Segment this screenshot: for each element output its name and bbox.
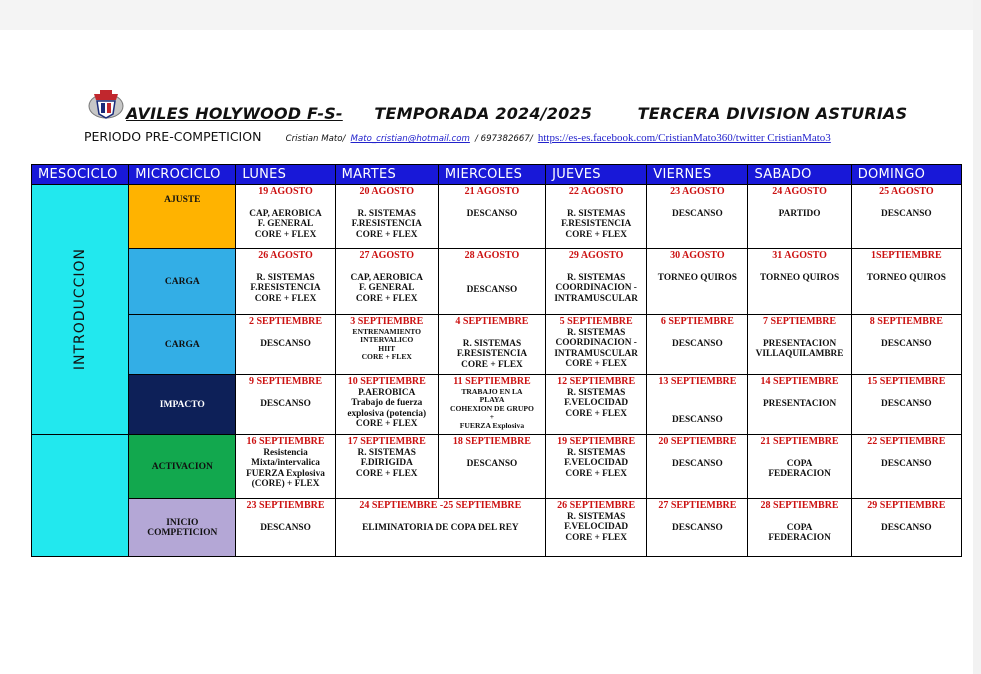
day-date: 26 SEPTIEMBRE: [557, 500, 636, 511]
day-date: 31 AGOSTO: [772, 250, 827, 261]
day-date: 21 SEPTIEMBRE: [760, 436, 839, 447]
day-activities: [647, 523, 747, 534]
table-row: [32, 315, 962, 375]
activity-line: CORE + FLEX: [565, 229, 627, 240]
table-row: [32, 375, 962, 435]
day-activities: [236, 399, 334, 410]
day-activities: [546, 273, 646, 305]
day-activities: [748, 273, 850, 284]
day-activities: [748, 339, 850, 360]
page-edge: [973, 0, 981, 674]
day-cell: [236, 249, 335, 315]
activity-line: R. SISTEMAS: [256, 272, 315, 283]
activity-line: DESCANSO: [672, 208, 723, 219]
email-link[interactable]: Mato_cristian@hotmail.com: [350, 134, 470, 144]
day-activities: [336, 523, 545, 534]
activity-line: CORE + FLEX: [565, 359, 627, 370]
day-date: 24 SEPTIEMBRE -25 SEPTIEMBRE: [359, 500, 522, 511]
day-date: 29 AGOSTO: [568, 250, 624, 261]
activity-line: DESCANSO: [881, 458, 932, 469]
day-activities: [647, 209, 747, 220]
day-date: 26 AGOSTO: [258, 250, 313, 261]
activity-line: DESCANSO: [672, 338, 723, 349]
social-links[interactable]: https://es-es.facebook.com/CristianMato360/twitter CristianMato3: [537, 132, 831, 144]
day-date: 21 AGOSTO: [464, 186, 520, 197]
day-cell: [647, 435, 748, 499]
day-activities: [439, 388, 545, 431]
division: TERCERA DIVISION ASTURIAS: [637, 104, 908, 123]
day-cell: [438, 315, 545, 375]
day-activities: [852, 209, 961, 220]
activity-line: INTRAMUSCULAR: [554, 293, 638, 304]
day-cell: [335, 315, 438, 375]
activity-line: F.VELOCIDAD: [564, 458, 629, 469]
day-date: 7 SEPTIEMBRE: [763, 316, 837, 327]
day-activities: [748, 399, 850, 410]
activity-line: FEDERACION: [768, 469, 831, 480]
microciclo-label: CARGA: [164, 276, 200, 287]
day-date: 28 AGOSTO: [464, 250, 520, 261]
header-row: [32, 165, 962, 185]
activity-line: F. GENERAL: [257, 219, 314, 230]
subtitle-line: [84, 126, 831, 145]
microciclo-cell: [129, 315, 236, 375]
microciclo-cell: [129, 249, 236, 315]
day-cell: [851, 185, 961, 249]
activity-line: ENTRENAMIENTO: [352, 326, 422, 336]
microciclo-label: COMPETICION: [147, 527, 218, 538]
day-date: 3 SEPTIEMBRE: [350, 316, 424, 327]
activity-line: DESCANSO: [260, 522, 311, 533]
day-date: 9 SEPTIEMBRE: [248, 376, 323, 387]
day-date: 10 SEPTIEMBRE: [347, 376, 426, 387]
day-activities: [439, 459, 545, 470]
activity-line: DESCANSO: [672, 522, 723, 533]
activity-line: R. SISTEMAS: [566, 447, 626, 458]
mesociclo-cell: [32, 185, 129, 435]
phone: / 697382667/: [475, 134, 533, 144]
activity-line: COHEXION DE GRUPO: [449, 403, 534, 413]
column-header-viernes: VIERNES: [647, 165, 748, 185]
day-activities: [236, 448, 334, 490]
activity-line: COORDINACION -: [555, 338, 637, 349]
activity-line: VILLAQUILAMBRE: [755, 349, 844, 360]
activity-line: CAP, AEROBICA: [350, 272, 423, 283]
day-date: 24 AGOSTO: [772, 186, 827, 197]
table-row: [32, 499, 962, 557]
day-cell: [647, 375, 748, 435]
column-header-miercoles: MIERCOLES: [438, 165, 545, 185]
day-cell: [546, 499, 647, 557]
activity-line: HIIT: [378, 343, 396, 353]
day-date: 17 SEPTIEMBRE: [347, 436, 426, 447]
activity-line: DESCANSO: [881, 208, 932, 219]
activity-line: DESCANSO: [260, 398, 311, 409]
day-cell: [546, 375, 647, 435]
activity-line: CORE + FLEX: [254, 229, 317, 240]
activity-line: DESCANSO: [466, 458, 518, 469]
day-activities: [336, 209, 438, 241]
day-activities: [647, 459, 747, 470]
microciclo-label: AJUSTE: [164, 194, 201, 205]
activity-line: F.VELOCIDAD: [564, 522, 629, 533]
day-cell: [647, 315, 748, 375]
table-row: [32, 249, 962, 315]
activity-line: COPA: [786, 522, 813, 533]
activity-line: DESCANSO: [881, 338, 932, 349]
day-date: 11 SEPTIEMBRE: [453, 376, 531, 387]
day-date: 1SEPTIEMBRE: [871, 250, 942, 261]
activity-line: TRABAJO EN LA: [461, 386, 523, 396]
day-date: 19 AGOSTO: [258, 186, 313, 197]
activity-line: CORE + FLEX: [355, 419, 418, 430]
microciclo-label: CARGA: [164, 339, 200, 350]
column-header-microciclo: MICROCICLO: [129, 165, 236, 185]
period-label: PERIODO PRE-COMPETICION: [84, 129, 262, 144]
day-date: 29 SEPTIEMBRE: [867, 500, 946, 511]
activity-line: COPA: [786, 458, 813, 469]
day-cell: [851, 499, 961, 557]
activity-line: R. SISTEMAS: [462, 338, 522, 349]
day-cell: [851, 315, 961, 375]
day-cell: [335, 435, 438, 499]
day-cell: [438, 435, 545, 499]
activity-line: DESCANSO: [466, 208, 518, 219]
day-activities: [748, 459, 850, 480]
microciclo-cell: [129, 435, 236, 499]
mesociclo-label: INTRODUCCION: [72, 248, 89, 371]
day-activities: [546, 448, 646, 480]
day-activities: [439, 339, 545, 371]
microciclo-cell: [129, 375, 236, 435]
day-date: 15 SEPTIEMBRE: [867, 376, 946, 387]
activity-line: ELIMINATORIA DE COPA DEL REY: [362, 522, 519, 533]
day-activities: [852, 523, 961, 534]
activity-line: DESCANSO: [672, 458, 723, 469]
day-cell: [647, 185, 748, 249]
activity-line: R. SISTEMAS: [566, 511, 626, 522]
day-activities: [546, 388, 646, 420]
microciclo-label: INICIO: [166, 517, 199, 528]
day-date: 23 SEPTIEMBRE: [246, 500, 325, 511]
day-activities: [546, 328, 646, 370]
activity-line: INTERVALICO: [360, 335, 414, 345]
activity-line: CORE + FLEX: [565, 468, 627, 479]
activity-line: DESCANSO: [672, 414, 723, 425]
day-cell: [546, 435, 647, 499]
activity-line: R. SISTEMAS: [566, 387, 626, 398]
day-date: 27 AGOSTO: [359, 250, 415, 261]
day-cell: [851, 375, 961, 435]
day-cell: [236, 375, 335, 435]
day-cell: [438, 375, 545, 435]
day-activities: [439, 285, 545, 296]
activity-line: DESCANSO: [881, 398, 932, 409]
microciclo-cell: [129, 185, 236, 249]
day-date: 18 SEPTIEMBRE: [452, 436, 531, 447]
day-date: 4 SEPTIEMBRE: [455, 316, 529, 327]
day-date: 14 SEPTIEMBRE: [760, 376, 839, 387]
activity-line: R. SISTEMAS: [566, 327, 626, 338]
activity-line: CORE + FLEX: [254, 293, 317, 304]
activity-line: R. SISTEMAS: [566, 272, 626, 283]
activity-line: F.DIRIGIDA: [360, 458, 413, 469]
activity-line: explosiva (potencia): [347, 408, 427, 419]
day-date: 27 SEPTIEMBRE: [658, 500, 737, 511]
table-row: [32, 435, 962, 499]
day-date: 12 SEPTIEMBRE: [557, 376, 636, 387]
day-activities: [236, 339, 334, 350]
day-date: 28 SEPTIEMBRE: [760, 500, 839, 511]
day-activities: [336, 448, 438, 480]
day-activities: [647, 339, 747, 350]
activity-line: CORE + FLEX: [461, 359, 523, 370]
day-cell: [236, 315, 335, 375]
activity-line: TORNEO QUIROS: [657, 272, 737, 283]
author: Cristian Mato/: [285, 134, 346, 144]
microciclo-cell: [129, 499, 236, 557]
activity-line: R. SISTEMAS: [357, 447, 416, 458]
day-cell: [748, 315, 851, 375]
activity-line: PARTIDO: [778, 208, 821, 219]
day-cell: [335, 375, 438, 435]
document-title: [126, 104, 907, 123]
activity-line: DESCANSO: [466, 284, 518, 295]
activity-line: CORE + FLEX: [355, 229, 418, 240]
activity-line: R. SISTEMAS: [566, 208, 626, 219]
day-cell: [748, 435, 851, 499]
day-activities: [236, 273, 334, 305]
day-date: 23 AGOSTO: [670, 186, 725, 197]
table-row: [32, 185, 962, 249]
column-header-mesociclo: MESOCICLO: [32, 165, 129, 185]
activity-line: Trabajo de fuerza: [351, 398, 423, 409]
day-cell: [748, 185, 851, 249]
day-date: 13 SEPTIEMBRE: [658, 376, 737, 387]
day-date: 19 SEPTIEMBRE: [557, 436, 636, 447]
day-date: 30 AGOSTO: [670, 250, 725, 261]
activity-line: +: [489, 412, 495, 422]
column-header-sabado: SABADO: [748, 165, 851, 185]
day-activities: [439, 209, 545, 220]
activity-line: Mixta/intervalica: [251, 458, 320, 469]
day-activities: [748, 523, 850, 544]
day-cell: [647, 249, 748, 315]
activity-line: DESCANSO: [881, 522, 932, 533]
day-cell: [335, 249, 438, 315]
activity-line: CORE + FLEX: [565, 408, 627, 419]
season: TEMPORADA 2024/2025: [374, 104, 593, 123]
day-cell: [546, 185, 647, 249]
day-date: 2 SEPTIEMBRE: [248, 316, 323, 327]
day-date: 5 SEPTIEMBRE: [559, 316, 633, 327]
day-activities: [852, 273, 961, 284]
microciclo-label: ACTIVACION: [151, 461, 213, 472]
day-activities: [852, 399, 961, 410]
activity-line: F. GENERAL: [359, 283, 415, 294]
activity-line: FEDERACION: [768, 533, 831, 544]
day-date: 20 SEPTIEMBRE: [658, 436, 737, 447]
day-cell: [335, 499, 545, 557]
activity-line: F.RESISTENCIA: [456, 349, 528, 360]
day-cell: [236, 499, 335, 557]
column-header-jueves: JUEVES: [546, 165, 647, 185]
top-band: [0, 0, 981, 30]
day-date: 16 SEPTIEMBRE: [246, 436, 325, 447]
day-date: 20 AGOSTO: [359, 186, 415, 197]
day-date: 22 AGOSTO: [568, 186, 624, 197]
activity-line: TORNEO QUIROS: [760, 272, 840, 283]
day-activities: [852, 339, 961, 350]
activity-line: CORE + FLEX: [355, 293, 418, 304]
club-name: AVILES HOLYWOOD F-S-: [126, 104, 343, 123]
activity-line: CORE + FLEX: [361, 352, 412, 362]
activity-line: PRESENTACION: [762, 398, 837, 409]
day-date: 22 SEPTIEMBRE: [867, 436, 946, 447]
mesociclo-cell: [32, 435, 129, 557]
activity-line: F.RESISTENCIA: [351, 219, 422, 230]
day-cell: [748, 249, 851, 315]
day-activities: [236, 209, 334, 241]
day-activities: [236, 523, 334, 534]
activity-line: F.RESISTENCIA: [561, 219, 632, 230]
day-cell: [851, 435, 961, 499]
activity-line: COORDINACION -: [555, 283, 637, 294]
day-activities: [647, 415, 747, 426]
day-cell: [236, 185, 335, 249]
activity-line: PLAYA: [479, 395, 505, 405]
day-cell: [438, 185, 545, 249]
day-activities: [336, 388, 438, 430]
club-crest-logo: [86, 86, 126, 120]
activity-line: DESCANSO: [260, 338, 311, 349]
day-cell: [438, 249, 545, 315]
activity-line: INTRAMUSCULAR: [554, 348, 638, 359]
column-header-lunes: LUNES: [236, 165, 335, 185]
activity-line: FUERZA Explosiva: [459, 420, 525, 430]
day-activities: [647, 273, 747, 284]
day-date: 6 SEPTIEMBRE: [660, 316, 734, 327]
activity-line: FUERZA Explosiva: [246, 468, 325, 479]
activity-line: P.AEROBICA: [358, 387, 416, 398]
activity-line: (CORE) + FLEX: [251, 479, 320, 490]
day-activities: [546, 209, 646, 241]
activity-line: Resistencia: [263, 447, 308, 458]
activity-line: TORNEO QUIROS: [866, 272, 946, 283]
activity-line: CORE + FLEX: [565, 532, 627, 543]
activity-line: R. SISTEMAS: [357, 208, 416, 219]
schedule-table: [31, 164, 962, 557]
day-activities: [336, 328, 438, 362]
day-activities: [852, 459, 961, 470]
day-cell: [851, 249, 961, 315]
day-activities: [748, 209, 850, 220]
day-activities: [546, 512, 646, 544]
day-date: 25 AGOSTO: [879, 186, 934, 197]
day-date: 8 SEPTIEMBRE: [869, 316, 943, 327]
day-cell: [546, 315, 647, 375]
activity-line: CORE + FLEX: [355, 468, 418, 479]
column-header-domingo: DOMINGO: [851, 165, 961, 185]
day-cell: [748, 499, 851, 557]
activity-line: F.RESISTENCIA: [250, 283, 321, 294]
day-activities: [336, 273, 438, 305]
column-header-martes: MARTES: [335, 165, 438, 185]
activity-line: PRESENTACION: [762, 338, 837, 349]
day-cell: [546, 249, 647, 315]
day-cell: [748, 375, 851, 435]
day-cell: [236, 435, 335, 499]
microciclo-label: IMPACTO: [159, 399, 205, 410]
activity-line: CAP, AEROBICA: [249, 208, 322, 219]
activity-line: F.VELOCIDAD: [564, 398, 629, 409]
day-cell: [335, 185, 438, 249]
day-cell: [647, 499, 748, 557]
